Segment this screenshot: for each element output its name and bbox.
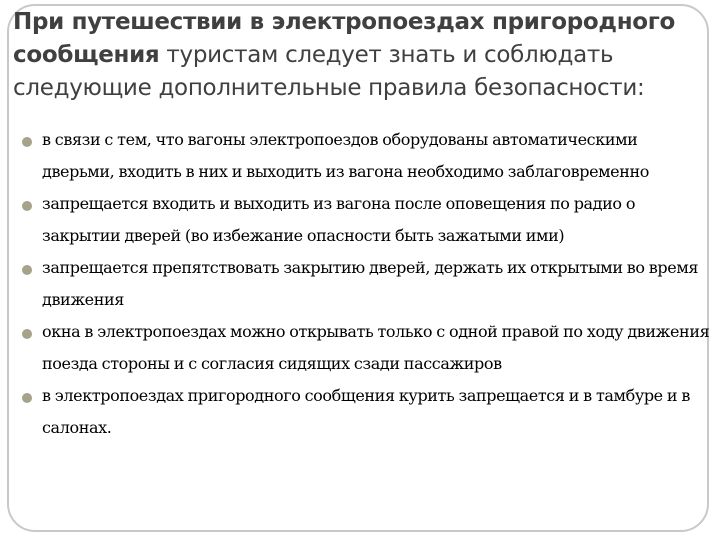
bullet-item: [20, 252, 710, 316]
bullet-dot-icon: [22, 329, 32, 339]
slide-title: [13, 6, 703, 105]
bullet-item: [20, 188, 710, 252]
bullet-text: в электропоездах пригородного сообщения курить запрещается и в тамбуре и в салонах.: [42, 386, 690, 437]
bullet-item: [20, 316, 710, 380]
bullet-list: [20, 124, 710, 444]
bullet-dot-icon: [22, 201, 32, 211]
bullet-dot-icon: [22, 137, 32, 147]
bullet-item: [20, 124, 710, 188]
bullet-item: [20, 380, 710, 444]
bullet-dot-icon: [22, 265, 32, 275]
bullet-dot-icon: [22, 393, 32, 403]
bullet-text: окна в электропоездах можно открывать только с одной правой по ходу движения поезда стороны и с согласия сидящих сзади пассажиров: [42, 322, 710, 373]
bullet-text: запрещается препятствовать закрытию дверей, держать их открытыми во время движения: [42, 258, 699, 309]
slide-title-bold: При путешествии в электропоездах пригородного сообщения: [13, 9, 676, 68]
bullet-text: запрещается входить и выходить из вагона после оповещения по радио о закрытии дверей (во избежание опасности быть зажатыми ими): [42, 194, 636, 245]
bullet-text: в связи с тем, что вагоны электропоездов оборудованы автоматическими дверьми, входить в них и выходить из вагона необходимо заблаговременно: [42, 130, 650, 181]
slide-title-rest: туристам следует знать и соблюдать следующие дополнительные правила безопасности:: [13, 42, 645, 101]
